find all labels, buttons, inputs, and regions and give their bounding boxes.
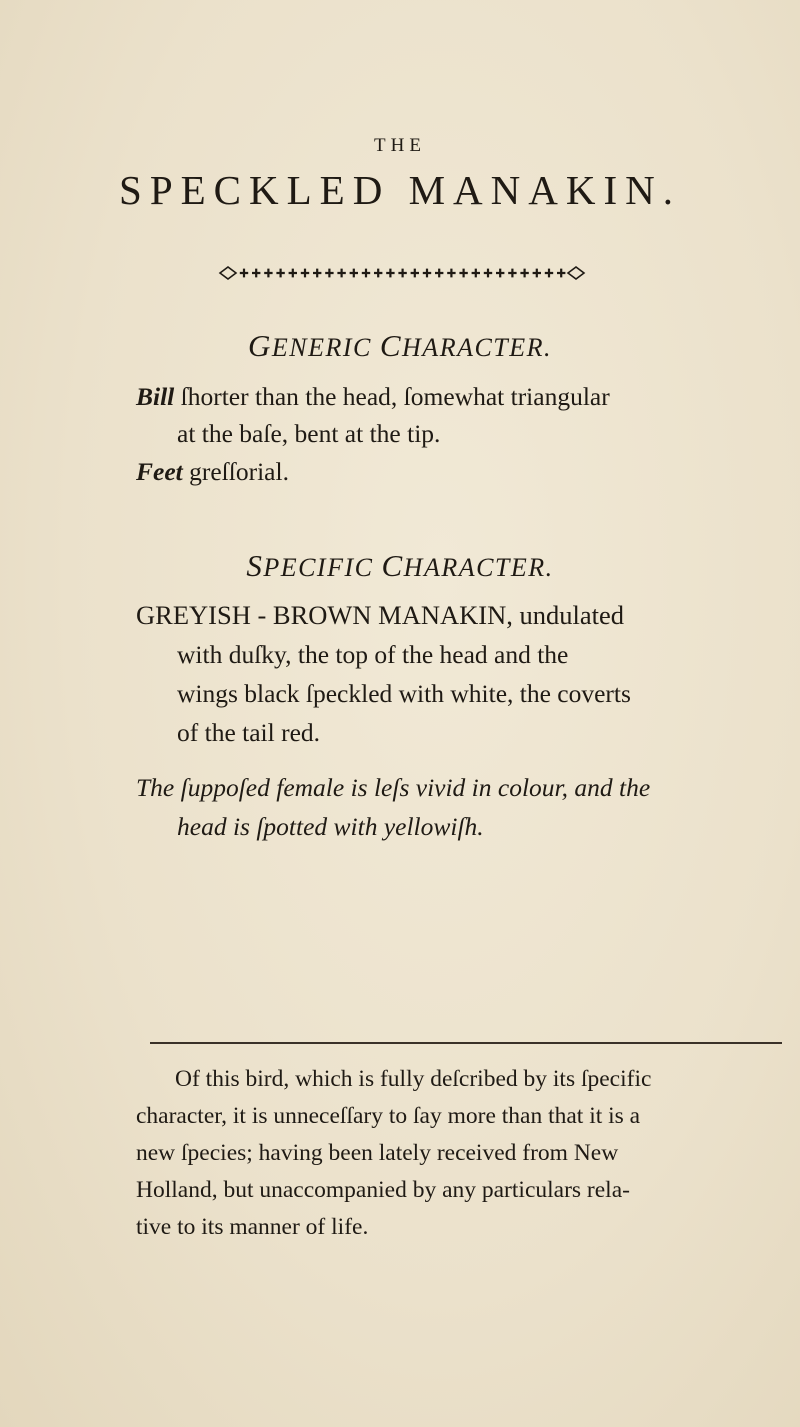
ornamental-divider-icon	[218, 262, 586, 284]
feet-line	[136, 457, 289, 487]
feet-text: greſſorial.	[189, 457, 289, 486]
female-line-1: The ſuppoſed female is leſs vivid in colour, and the	[136, 773, 651, 802]
section-divider	[150, 1042, 782, 1044]
bill-line-1	[136, 382, 610, 412]
specific-character-heading: SPECIFIC CHARACTER.	[246, 548, 554, 583]
description-line-4: Holland, but unaccompanied by any particulars rela-	[136, 1177, 630, 1203]
feet-label: Feet	[136, 457, 183, 486]
specific-line-1: GREYISH - BROWN MANAKIN, undulated	[136, 600, 624, 630]
description-line-1: Of this bird, which is fully deſcribed by its ſpecific	[175, 1066, 652, 1092]
description-line-5: tive to its manner of life.	[136, 1214, 369, 1240]
bill-text-1: ſhorter than the head, ſomewhat triangular	[180, 382, 610, 411]
title-article: THE	[374, 135, 426, 156]
bill-line-2: at the baſe, bent at the tip.	[177, 419, 441, 448]
description-line-3: new ſpecies; having been lately received from New	[136, 1140, 619, 1166]
generic-character-heading: GENERIC CHARACTER.	[247, 328, 553, 363]
bill-label: Bill	[136, 382, 175, 411]
female-line-2: head is ſpotted with yellowiſh.	[177, 812, 484, 841]
specific-line-4: of the tail red.	[177, 718, 321, 747]
specific-line-2: with duſky, the top of the head and the	[177, 640, 569, 669]
description-line-2: character, it is unneceſſary to ſay more than that it is a	[136, 1103, 641, 1129]
specific-line-3: wings black ſpeckled with white, the coverts	[177, 679, 631, 708]
page-title: SPECKLED MANAKIN.	[119, 167, 681, 213]
